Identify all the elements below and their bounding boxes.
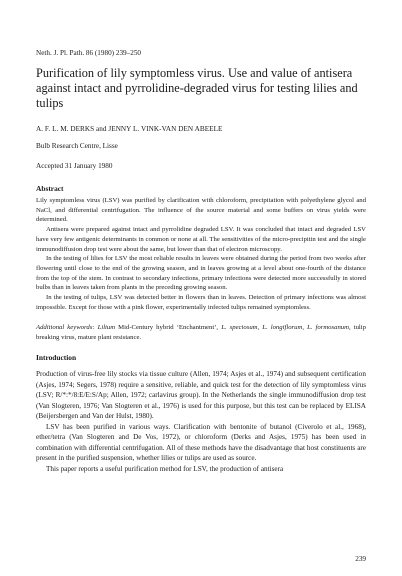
abstract-heading: Abstract <box>36 184 64 193</box>
keywords <box>36 323 366 342</box>
introduction-paragraph: Production of virus-free lily stocks via tissue culture (Allen, 1974; Asjes et al., 1974) and subsequent certification (Asjes, 1974; Segers, 1978) require a sensitive, reliable, and quick test for the detection of lily symptomless virus (LSV; R/*:*/8:E/E:S/Ap; Allen, 1972; carlavirus group). In the Netherlands the single immunodiffusion drop test (Van Slogteren, 1976; Van Slogteren et al., 1976) is used for this purpose, but this test can be replaced by ELISA (Beijersbergen and Van der Hulst, 1980). <box>36 370 366 420</box>
abstract-paragraph: In the testing of lilies for LSV the most reliable results in leaves were obtained during the period from two weeks after flowering until close to the end of the growing season, and in leaves growing at a level about one-fourth of the distance from the top of the stem. In contrast to secondary infections, primary infections were detected more successfully in stored bulbs than in leaves taken from plants in the preceding growing season. <box>36 255 366 292</box>
abstract-paragraph: Antisera were prepared against intact and pyrrolidine degraded LSV. It was concluded that intact and degraded LSV have very few antigenic determinants in common or none at all. The sensitivities of the micro-precipitin test and the single immunodiffusion drop test were about the same, but lower than that of electron microscopy. <box>36 226 366 253</box>
keyword-species: L. longiflorum <box>262 324 303 331</box>
introduction-paragraph: LSV has been purified in various ways. Clarification with bentonite of butanol (Civerolo et al., 1968), ether/tetra (Van Slogteren and De Vos, 1972), or chloroform (Derks and Asjes, 1975) has been used in combination with differential centrifugation. All of these methods have the disadvantage that host constituents are present in the purified suspension, whether lilies or tulips are used as source. <box>36 422 366 462</box>
journal-reference: Neth. J. Pl. Path. 86 (1980) 239–250 <box>36 49 142 57</box>
abstract-paragraph: In the testing of tulips, LSV was detected better in flowers than in leaves. Detection of primary infections was almost impossible. Except for those with a pink flower, experimentally infected tulips remained symptomless. <box>36 294 366 311</box>
keyword-text: Mid-Century hybrid ‘Enchantment’, <box>115 324 222 331</box>
abstract-paragraph: Lily symptomless virus (LSV) was purified by clarification with chloroform, precipitation with polyethylene glycol and NaCl, and differential centrifugation. The influence of the source material and some buffers on virus yields were determined. <box>36 197 366 224</box>
abstract-body <box>36 196 366 312</box>
keyword-genus: Lilium <box>97 324 116 331</box>
keyword-separator: , <box>257 324 263 331</box>
introduction-paragraph: This paper reports a useful purification method for LSV, the production of antisera <box>46 464 284 473</box>
introduction-heading: Introduction <box>36 353 77 362</box>
keyword-separator: , <box>302 324 308 331</box>
keyword-species: L. formosanum <box>307 324 349 331</box>
paper-title: Purification of lily symptomless virus. Use and value of antisera against intact and pyrrolidine-degraded virus for testing lilies and tulips <box>36 66 358 110</box>
page-number: 239 <box>355 555 366 563</box>
accepted-date: Accepted 31 January 1980 <box>36 162 113 170</box>
authors: A. F. L. M. DERKS and JENNY L. VINK-VAN DEN ABEELE <box>36 125 223 133</box>
affiliation: Bulb Research Centre, Lisse <box>36 142 118 150</box>
keyword-species: L. speciosum <box>221 324 258 331</box>
keywords-label: Additional keywords: <box>36 324 95 331</box>
keyword-text: , tulip breaking virus, mature plant resistance. <box>36 324 366 341</box>
introduction-body <box>36 369 366 474</box>
